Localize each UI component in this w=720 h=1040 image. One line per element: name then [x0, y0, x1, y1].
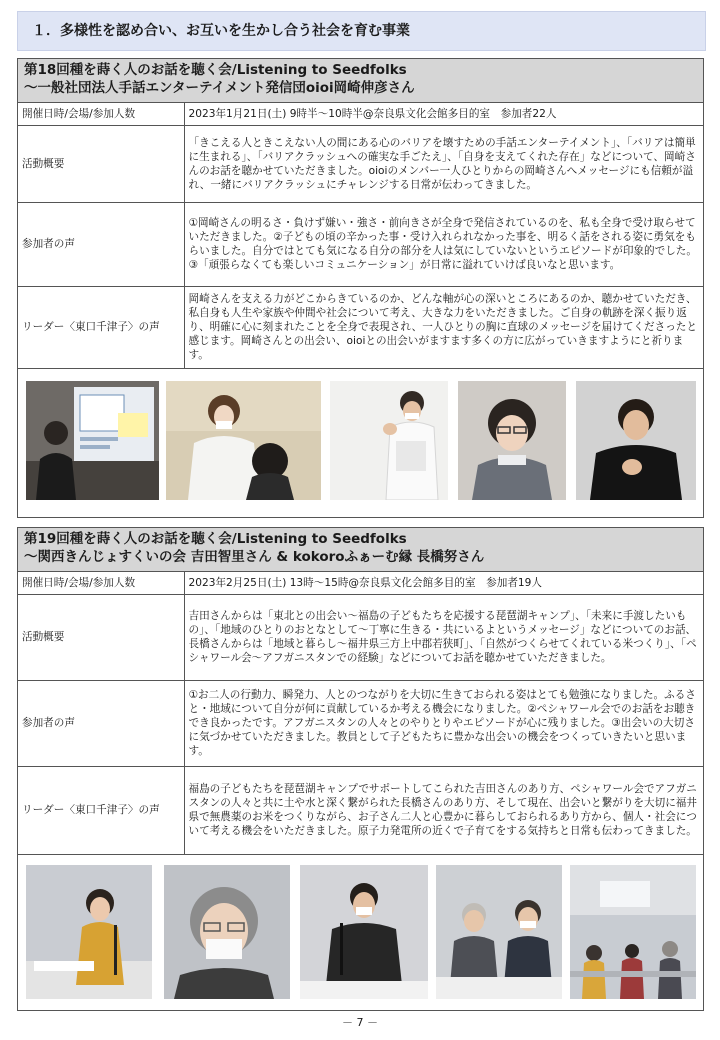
row-label: 開催日時/会場/参加人数	[18, 572, 184, 594]
row-value: 岡崎さんを支える力がどこからきているのか、どんな軸が心の深いところにあるのか、聴かせていただき、私自身も人生や家族や仲間や社会について考え、大きな力をいただきました。ご自身の軌跡を深く振り返り、明確に心に刻まれたことを全身で表現され、一人ひとりの胸に直球のメッセージを届けてくださったと感じます。岡崎さんとの出会い、oioiとの出会いがますます多くの方に広がっていきますようにと祈ります。	[184, 286, 703, 368]
photo-woman-white	[166, 381, 321, 500]
photo-man-signing	[330, 381, 448, 500]
photo-woman-glasses	[458, 381, 566, 500]
photo-woman-mic	[26, 865, 152, 999]
photo-man-mic	[300, 865, 428, 999]
table-row	[18, 594, 703, 680]
event-title-line1: 第19回種を蒔く人のお話を聴く会/Listening to Seedfolks	[24, 531, 407, 547]
photo-audience-room	[570, 865, 696, 999]
event-photos	[18, 369, 703, 514]
photo-two-men	[436, 865, 562, 999]
row-value: 吉田さんからは「東北との出会い～福島の子どもたちを応援する琵琶湖キャンプ」、「未来に手渡したいもの」、「地域のひとりのおとなとして～丁寧に生きる・共にいるよというメッセージ」などについてのお話、長橋さんからは「地域と暮らし～福井県三方上中郡若狭町」、「自然がつくらせてくれている米つくり」、「ペシャワール会～アフガニスタンでの経験」などについてお話を聴かせていただきました。	[184, 594, 703, 680]
table-row	[18, 680, 703, 766]
photo-presenter-slide	[26, 381, 159, 500]
event-title-line1: 第18回種を蒔く人のお話を聴く会/Listening to Seedfolks	[24, 62, 407, 78]
table-row	[18, 125, 703, 202]
event-info-table	[18, 103, 703, 369]
page-number: － 7 －	[342, 1016, 378, 1029]
event-title	[18, 528, 703, 572]
event-title-line2: ～関西きんじょすくいの会 吉田智里さん & kokoroふぁーむ縁 長橋努さん	[24, 549, 485, 565]
row-value: 2023年2月25日(土) 13時～15時@奈良県文化会館多目的室 参加者19人	[184, 572, 703, 594]
event-photos	[18, 855, 703, 1011]
event-title	[18, 59, 703, 103]
table-row	[18, 572, 703, 594]
photo-woman-mask	[164, 865, 290, 999]
event-title-line2: ～一般社団法人手話エンターテイメント発信団oioi岡崎伸彦さん	[24, 80, 415, 96]
photo-man-black	[576, 381, 696, 500]
event-info-table	[18, 572, 703, 855]
row-value: ①お二人の行動力、瞬発力、人とのつながりを大切に生きておられる姿はとても勉強になりました。ふるさと・地域について自分が何に貢献しているか考える機会になりました。②ペシャワール会でのお話をお聴きでき良かったです。アフガニスタンの人々とのやりとりやエピソードが心に残りました。③出会いの大切さに気づかせていただきました。教員として子どもたちに豊かな出会いの機会をつくっていきたいと思います。	[184, 680, 703, 766]
row-value: ①岡崎さんの明るさ・負けず嫌い・強さ・前向きさが全身で発信されているのを、私も全身で受け取らせていただきました。②子どもの頃の辛かった事・受け入れられなかった事を、明るく話をされる姿に勇気をもらいました。自分ではとても気になる自分の部分を人は気にしていないというエピソードが印象的でした。③「頑張らなくても楽しいコミュニケーション」が日常に溢れていけば良いなと思います。	[184, 202, 703, 286]
row-value: 福島の子どもたちを琵琶湖キャンプでサポートしてこられた吉田さんのあり方、ペシャワール会でアフガニスタンの人々と共に土や水と深く繋がられた長橋さんのあり方、そして現在、出会いと繋がりを大切に福井県で無農薬のお米をつくりながら、お子さん二人と心豊かに暮らしておられるあり方から、個人・社会について考える機会をいただきました。原子力発電所の近くで子育てをする気持ちと日常も伝わってきました。	[184, 766, 703, 854]
event-19-block	[17, 527, 704, 1011]
event-18-block	[17, 58, 704, 518]
table-row	[18, 286, 703, 368]
table-row	[18, 202, 703, 286]
table-row	[18, 103, 703, 125]
row-label: 活動概要	[18, 125, 184, 202]
row-label: リーダー〈東口千津子〉の声	[18, 286, 184, 368]
row-label: 開催日時/会場/参加人数	[18, 103, 184, 125]
row-value: 2023年1月21日(土) 9時半～10時半@奈良県文化会館多目的室 参加者22人	[184, 103, 703, 125]
section-title: １．多様性を認め合い、お互いを生かし合う社会を育む事業	[17, 11, 706, 51]
row-label: リーダー〈東口千津子〉の声	[18, 766, 184, 854]
row-value: 「きこえる人ときこえない人の間にある心のバリアを壊すための手話エンターテイメント」、「バリアは簡単に生まれる」、「バリアクラッシュへの確実な手ごたえ」、「自身を支えてくれた存在」などについて、岡崎さんのお話を聴かせていただきました。oioiのメンバー一人ひとりからの岡崎さんへメッセージにも信頼が溢れ、一緒にバリアクラッシュにチャレンジする日常が伝わってきました。	[184, 125, 703, 202]
table-row	[18, 766, 703, 854]
row-label: 活動概要	[18, 594, 184, 680]
row-label: 参加者の声	[18, 680, 184, 766]
row-label: 参加者の声	[18, 202, 184, 286]
